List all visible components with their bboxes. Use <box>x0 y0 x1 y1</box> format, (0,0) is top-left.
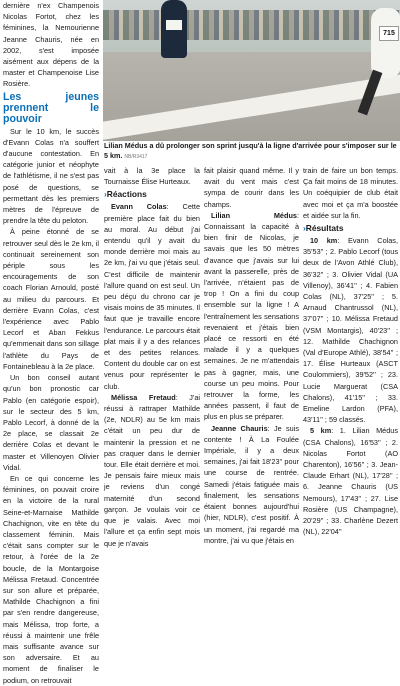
bullet-arrow-icon: › <box>303 223 306 234</box>
speaker-name: Evann Colas <box>111 202 167 212</box>
subhead-reactions-label: Réactions <box>106 189 147 200</box>
results-5km <box>303 425 398 537</box>
results-text: : 1. Lilian Médus (CSA Chalons), 16'53'' ; 2. Nicolas Fortot (AO Charenton), 16'56'' ; 3. Jean-Claude Erhart (NL), 17'28'' ; 6. Jeanne Chauris (US Nemours), 17'43'' ; 27. Lise Rosière (US Champagne), 20'29'' ; 33. Charlène Dezert (NL), 22'04'' <box>303 426 398 537</box>
paragraph <box>204 210 299 423</box>
results-text: : Evann Colas, 35'53'' ; 2. Pablo Lecorf (tous deux de l'Avon Athlé Club), 36'32'' ; 3. Olivier Vidal (UA Villenoy), 36'41'' ; 4. Fabien Colas (NL), 37'25'' ; 5. Arnaud Chantrussol (NL), 37'07'' ; 10. Mélissa Fretaud (VSM Montargis), 40'23'' ; 12. Mathilde Chachignon (Val d'Europe Athlé), 38'54'' ; 17. Élise Hurteaux (ASCT Coulommiers), 39'52'' ; 23. Lucie Marguerat (CSA Chalons), 41'15'' ; 33. Emeline Lardon (PFA), 43'11'' ; 59 classés. <box>303 236 398 425</box>
quote-text: : J'ai réussi à rattraper Mathilde (2e, NDLR) au 5e km mais c'était un peu dur de maintenir la pression et ne pas craquer dans le dernier tour. Elle était derrière et moi. Je pensais faire mieux mais je reviens d'un congé maternité d'un second garçon. Je voulais voir ce que je valais. Avec moi l'allure et ça enfin sept mois que je n'avais <box>104 392 200 548</box>
speaker-name: Jeanne Chauris <box>211 423 268 433</box>
race-photo <box>103 0 400 141</box>
results-label: 5 km <box>310 426 332 436</box>
paragraph: Un bon conseil autant qu'un bon pronostic car Pablo (en catégorie espoir), sur le secteur des 5 km, Pablo Lecorf, à donné de la 2e place, se classait 2e derrière Colas et devant le master et Villenoyen Olivier Vidal. <box>3 373 99 472</box>
article-column-3 <box>204 165 299 546</box>
paragraph: train de faire un bon temps. Ça fait moins de 18 minutes. Un coéquipier de club était avec moi et ça m'a boostée et aidée sur la fin. <box>303 166 398 220</box>
article-column-1 <box>3 0 99 686</box>
paragraph <box>204 423 299 546</box>
paragraph: À peine étonné de se retrouver seul dès le 2e km, il continuait sereinement son périple sous les encouragements de son coach Florian Arnould, posté au milieu du parcours. Et derrière Evann Colas, c'est l'expérience avec Pablo Lecorf et Aban Fekkus qu'emmenait dans son sillage l'athlète du Pays de Fontainebleau à la 2e place. <box>3 227 99 371</box>
paragraph <box>104 392 200 549</box>
paragraph: fait plaisir quand même. Il y avait du vent mais c'est sympa de courir dans les champs. <box>204 166 299 209</box>
speaker-name: Mélissa Fretaud <box>111 392 176 402</box>
article-column-4 <box>303 165 398 538</box>
paragraph <box>104 201 200 391</box>
column-1-intro: dernière n'ex Champenois Nicolas Fortot, chez les féminines, la Nemourienne Jeanne Chauris, née en 2002, s'est imposée aisément aux dépens de la master et Champenoise Lise Rosière. <box>3 1 99 89</box>
quote-text: : Cette première place fait du bien au moral. Au début j'ai entendu qu'il y avait du monde derrière moi mais au 2e km, j'ai vu que j'étais seul. C'est difficile de maintenir l'allure quand on est seul. Un peu déçu du chrono car je visais moins de 35 minutes. Il faut que je travaille encore l'endurance. Le parcours était plat mais il y a des relances et des petites relances. Content du double car on est venus pour représenter le club. <box>104 202 201 391</box>
quote-text: : Je suis contente ! À La Foulée Impériale, il y a deux semaines, j'ai fait 18'23'' pour une course de rentrée. Samedi j'étais fatiguée mais finalement, les sensations étaient bonnes aujourd'hui (hier, NDLR), c'est positif. À un moment, j'ai regardé ma montre, j'ai vu que j'étais en <box>204 423 299 545</box>
results-10km <box>303 235 398 425</box>
photo-bib-number: 715 <box>379 26 399 41</box>
subhead-reactions <box>104 189 200 200</box>
subhead-jeunes-pouvoir: Les jeunes prennent le pouvoir <box>3 90 99 125</box>
subhead-resultats-label: Résultats <box>305 223 344 234</box>
speaker-name: Lilian Médus <box>211 210 297 220</box>
caption-text: Lilian Médus a dû prolonger son sprint jusqu'à la ligne d'arrivée pour s'imposer sur le 5 km. <box>104 141 397 160</box>
photo-caption <box>104 141 398 162</box>
bullet-arrow-icon: › <box>104 189 107 200</box>
photo-credit: NB/R3417 <box>124 153 148 160</box>
paragraph: Sur le 10 km, le succès d'Evann Colas n'a souffert d'aucune contestation. En catégorie junior et néophyte de l'athlétisme, il ne s'est pas posé de questions, se permettant dès les premiers mètres de l'épreuve de prendre la tête du peloton. <box>3 126 99 226</box>
results-label: 10 km <box>310 236 338 246</box>
photo-crowd <box>103 10 400 40</box>
article-column-2 <box>104 165 200 549</box>
paragraph: En ce qui concerne les féminines, on pouvait croire en la victoire de la rural Seine-et-Marnaise Mathilde Chachignon, vite en tête du classement féminin. Mais c'était sans compter sur le retour, à l'orée de la 2e boucle, de la Montargoise Mélissa Fretaud. Concentrée sur son allure et préparée, Mathilde Chachignon a fini par s'en rendre dangereuse, mais Mélissa, trop forte, a réussi à maintenir une frêle mais suffisante avance sur son adversaire. Et au moment de finaliser le podium, on retrouvait <box>3 473 99 685</box>
subhead-resultats <box>303 223 398 234</box>
photo-bib-left <box>166 20 182 30</box>
photo-runner-right <box>371 8 400 78</box>
paragraph: vait à la 3e place la Tournaisse Élise Hurteaux. <box>104 166 200 187</box>
quote-text: : Connaissant la capacité à bien finir de Nicolas, je savais que les 50 mètres d'avance que j'avais sur lui avant la passerelle, près de l'arrivée, n'étaient pas de trop ! On a fini du coup ensemble sur la ligne ! A l'entraînement les sensations revenaient et j'étais bien placé ce ressorti en été malade il y a quelques semaines. Je ne m'attendais pas à gagner, mais, une course un peu moins. Pour retrouver la forme, les années passent, il faut de plus en plus se préparer. <box>204 210 299 422</box>
